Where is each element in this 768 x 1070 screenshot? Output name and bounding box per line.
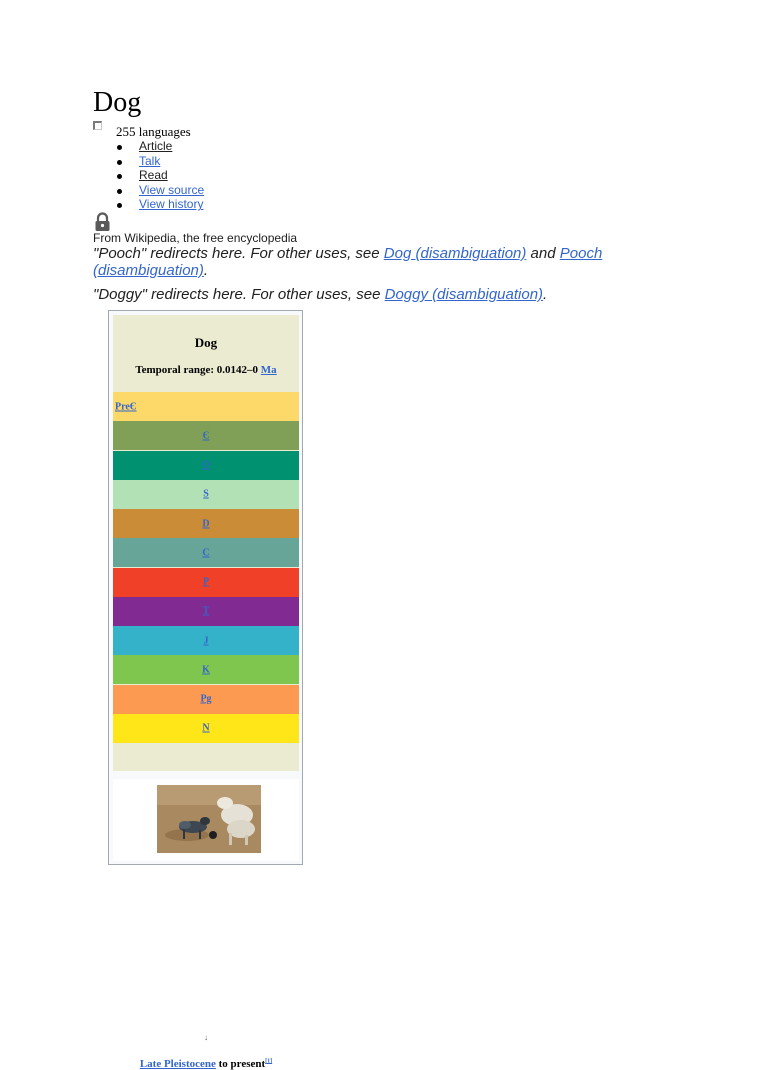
period-link[interactable]: S bbox=[203, 488, 209, 500]
period-link[interactable]: K bbox=[202, 664, 210, 676]
period-link[interactable]: C bbox=[202, 547, 210, 559]
period-row bbox=[113, 714, 299, 743]
tab-read-link[interactable]: Read bbox=[139, 168, 168, 183]
tab-talk bbox=[117, 154, 204, 169]
period-row bbox=[113, 480, 299, 509]
temporal-range-label: Temporal range: 0.0142–0 bbox=[135, 364, 261, 376]
period-link[interactable]: O bbox=[202, 459, 210, 471]
period-row bbox=[113, 392, 299, 421]
present-text: to present bbox=[215, 1058, 266, 1070]
tab-view-source-link[interactable]: View source bbox=[139, 182, 205, 197]
hatnote-doggy bbox=[93, 286, 633, 303]
temporal-range bbox=[113, 364, 299, 376]
period-link[interactable]: T bbox=[202, 605, 210, 617]
period-row bbox=[113, 421, 299, 450]
timeline-arrow-icon: ↓ bbox=[204, 1033, 208, 1042]
hatnote-pooch-prefix: "Pooch" redirects here. For other uses, see bbox=[93, 245, 384, 262]
period-row bbox=[113, 451, 299, 480]
period-row bbox=[113, 568, 299, 597]
tab-view-source bbox=[117, 183, 204, 198]
period-row bbox=[113, 655, 299, 684]
hatnote-doggy-prefix: "Doggy" redirects here. For other uses, see bbox=[93, 286, 385, 303]
hatnote-doggy-suffix: . bbox=[543, 286, 548, 303]
infobox bbox=[108, 310, 303, 1070]
period-link[interactable]: Є bbox=[202, 430, 210, 442]
dog-disambiguation-link[interactable]: Dog (disambiguation) bbox=[383, 245, 527, 262]
present-range bbox=[113, 1058, 299, 1070]
period-link[interactable]: Pg bbox=[200, 693, 212, 705]
lock-icon bbox=[94, 212, 111, 232]
hatnote-pooch-middle: and bbox=[526, 245, 560, 262]
doggy-disambiguation-link[interactable]: Doggy (disambiguation) bbox=[384, 286, 544, 303]
period-link[interactable]: J bbox=[203, 635, 209, 646]
reference-link[interactable]: [1] bbox=[265, 1058, 273, 1065]
tab-view-history bbox=[117, 197, 204, 212]
language-toggle-checkbox[interactable] bbox=[93, 121, 102, 130]
page-title: Dog bbox=[93, 87, 142, 118]
languages-label[interactable]: 255 languages bbox=[116, 124, 191, 139]
ma-link[interactable]: Ma bbox=[260, 364, 277, 376]
period-row bbox=[113, 597, 299, 626]
infobox-title: Dog bbox=[194, 335, 218, 350]
page-tabs bbox=[117, 139, 204, 212]
hatnote-pooch bbox=[93, 245, 633, 279]
period-row bbox=[113, 509, 299, 538]
pooch-disambiguation-link[interactable]: Pooch (disambiguation) bbox=[93, 245, 603, 279]
period-link[interactable]: N bbox=[202, 722, 210, 734]
hatnote-pooch-suffix: . bbox=[203, 262, 209, 279]
infobox-image-area bbox=[113, 779, 299, 861]
late-pleistocene-link[interactable]: Late Pleistocene bbox=[139, 1058, 216, 1070]
period-link[interactable]: PreЄ bbox=[115, 401, 137, 412]
site-subtitle: From Wikipedia, the free encyclopedia bbox=[93, 231, 298, 245]
period-row bbox=[113, 538, 299, 567]
period-link[interactable]: P bbox=[202, 576, 210, 588]
period-link[interactable]: D bbox=[202, 518, 210, 529]
tab-view-history-link[interactable]: View history bbox=[139, 197, 204, 212]
tab-article-link[interactable]: Article bbox=[139, 139, 173, 153]
tab-talk-link[interactable]: Talk bbox=[139, 153, 161, 168]
period-row bbox=[113, 685, 299, 714]
dogs-herding-sheep-image[interactable] bbox=[157, 785, 261, 853]
period-row bbox=[113, 626, 299, 655]
tab-read bbox=[117, 168, 204, 183]
tab-article bbox=[117, 139, 204, 154]
